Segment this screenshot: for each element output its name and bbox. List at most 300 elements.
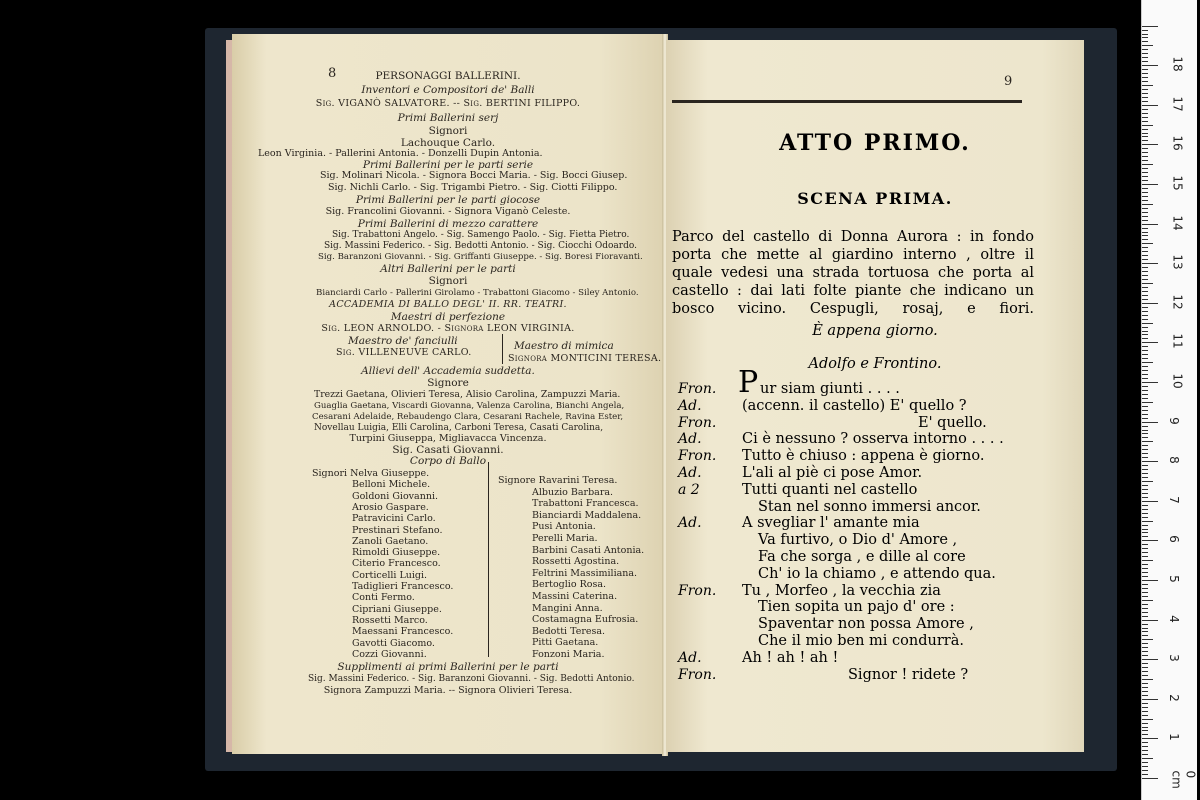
corpo-signori-item: Tadiglieri Francesco.: [352, 581, 454, 592]
corpo-signori-item: Corticelli Luigi.: [352, 569, 428, 581]
cast-line: Cesarani Adelaide, Rebaudengo Clara, Cesarani Rachele, Ravina Ester,: [312, 412, 624, 422]
ruler-tick: [1142, 172, 1148, 173]
cast-heading: Primi Ballerini per le parti serie: [362, 159, 534, 171]
ruler-tick: [1142, 453, 1148, 454]
corpo-signori-item: Goldoni Giovanni.: [352, 490, 438, 502]
ruler-tick: [1142, 501, 1158, 502]
cast-heading: Primi Ballerini serj: [397, 112, 499, 124]
ruler-tick: [1142, 465, 1148, 466]
ruler-tick: [1142, 624, 1148, 625]
cast-heading: Maestro di mimica: [514, 340, 614, 352]
ruler-tick: [1142, 101, 1148, 102]
corpo-signore-item: Trabattoni Francesca.: [532, 498, 639, 510]
ruler-label: 10: [1170, 373, 1185, 389]
ruler-tick: [1142, 687, 1148, 688]
ruler-tick: [1142, 228, 1148, 229]
ruler-label: 18: [1170, 56, 1185, 72]
ruler-tick: [1142, 200, 1148, 201]
ruler-tick: [1142, 711, 1148, 712]
ruler-tick: [1142, 30, 1148, 31]
ruler-label: 1: [1166, 733, 1181, 742]
ruler-label: 9: [1166, 416, 1181, 425]
speaker-label: Ad.: [678, 431, 702, 448]
ruler-tick: [1142, 766, 1148, 767]
ruler-tick: [1142, 422, 1158, 423]
ruler-tick: [1142, 758, 1153, 759]
ruler-tick: [1142, 77, 1148, 78]
ruler-tick: [1142, 778, 1158, 779]
ruler-tick: [1142, 461, 1158, 462]
corpo-signori-item: Gavotti Giacomo.: [352, 637, 435, 649]
ruler-tick: [1142, 770, 1148, 771]
ruler-tick: [1142, 125, 1153, 126]
ruler-tick: [1142, 61, 1148, 62]
cast-line: Sig. VIGANÒ SALVATORE. -- Sig. BERTINI FILIPPO.: [315, 98, 581, 109]
ruler-tick: [1142, 544, 1148, 545]
ruler-tick: [1142, 176, 1148, 177]
cast-heading: Maestro de' fanciulli: [348, 335, 458, 347]
corpo-signori-item: Citerio Francesco.: [352, 558, 441, 570]
ruler-tick: [1142, 505, 1148, 506]
description-line: castello : dai lati folte piante che indicano un: [672, 283, 1034, 299]
dialogue-line: (accenn. il castello) E' quello ?: [742, 397, 967, 414]
ruler-tick: [1142, 168, 1148, 169]
dialogue-line: Che il mio ben mi condurrà.: [758, 633, 964, 649]
ruler-tick: [1142, 433, 1148, 434]
ruler-tick: [1142, 204, 1153, 205]
ruler-tick: [1142, 647, 1148, 648]
corpo-signore-item: Albuzio Barbara.: [532, 486, 614, 498]
ruler-tick: [1142, 85, 1153, 86]
ruler-tick: [1142, 441, 1153, 442]
ruler-tick: [1142, 327, 1148, 328]
ruler-tick: [1142, 509, 1148, 510]
ruler-tick: [1142, 81, 1148, 82]
ruler-tick: [1142, 331, 1148, 332]
left-page: [232, 34, 664, 754]
ruler-tick: [1142, 133, 1148, 134]
corpo-signori-item: Conti Fermo.: [352, 592, 415, 604]
ruler-label: 17: [1170, 96, 1185, 112]
ruler-tick: [1142, 560, 1153, 561]
cast-line: Turpini Giuseppa, Migliavacca Vincenza.: [349, 433, 547, 444]
cast-line: Sig. Casati Giovanni.: [392, 444, 504, 456]
ruler-tick: [1142, 188, 1148, 189]
ruler-tick: [1142, 655, 1148, 656]
dialogue-line: L'ali al piè ci pose Amor.: [742, 465, 923, 481]
corpo-signore-item: Feltrini Massimiliana.: [532, 567, 638, 579]
speaker-label: Ad.: [678, 649, 702, 666]
ruler-tick: [1142, 117, 1148, 118]
corpo-signore-item: Costamagna Eufrosia.: [532, 614, 639, 626]
ruler-label: 7: [1166, 495, 1181, 504]
ruler-tick: [1142, 406, 1148, 407]
cast-heading: Allievi dell' Accademia suddetta.: [361, 365, 535, 377]
page-number: 8: [328, 66, 337, 81]
ruler-tick: [1142, 715, 1148, 716]
cast-line: Sig. Francolini Giovanni. - Signora Viganò Celeste.: [325, 206, 571, 217]
ruler-tick: [1142, 232, 1148, 233]
ruler-tick: [1142, 37, 1148, 38]
corpo-signore-item: Signore Ravarini Teresa.: [498, 475, 618, 486]
stage-direction: È appena giorno.: [812, 323, 938, 339]
ruler-tick: [1142, 671, 1148, 672]
ruler-tick: [1142, 299, 1148, 300]
ruler-tick: [1142, 418, 1148, 419]
ruler-tick: [1142, 196, 1148, 197]
cast-line: Sig. VILLENEUVE CARLO.: [336, 347, 472, 358]
ruler-tick: [1142, 307, 1148, 308]
ruler-tick: [1142, 592, 1148, 593]
ruler-tick: [1142, 224, 1158, 225]
cast-line: Sig. Baranzoni Giovanni. - Sig. Griffanti Giuseppe. - Sig. Boresi Fioravanti.: [318, 252, 643, 262]
ruler-tick: [1142, 639, 1153, 640]
ruler-tick: [1142, 271, 1148, 272]
speaker-label: Fron.: [678, 381, 717, 397]
ruler-label: 3: [1166, 654, 1181, 663]
ruler-label: 15: [1170, 175, 1185, 191]
cast-heading: Supplimenti ai primi Ballerini per le parti: [337, 661, 559, 673]
ruler-tick: [1142, 426, 1148, 427]
corpo-signore-item: Pusi Antonia.: [532, 521, 596, 533]
ruler-tick: [1142, 65, 1158, 66]
ruler-tick: [1142, 41, 1148, 42]
ruler-tick: [1142, 156, 1148, 157]
corpo-signori-item: Patravicini Carlo.: [352, 513, 436, 525]
ruler-tick: [1142, 89, 1148, 90]
ruler-tick: [1142, 239, 1148, 240]
dialogue-line: Stan nel sonno immersi ancor.: [758, 498, 981, 515]
description-line: Parco del castello di Donna Aurora : in fondo: [672, 229, 1034, 245]
corpo-signore-item: Perelli Maria.: [532, 533, 598, 544]
ruler-tick: [1142, 319, 1148, 320]
ruler-tick: [1142, 746, 1148, 747]
ruler-tick: [1142, 259, 1148, 260]
ruler-tick: [1142, 93, 1148, 94]
ruler-tick: [1142, 105, 1158, 106]
ruler-tick: [1142, 473, 1148, 474]
ruler-tick: [1142, 267, 1148, 268]
ruler-tick: [1142, 370, 1148, 371]
ruler-tick: [1142, 323, 1153, 324]
corpo-signore-item: Bedotti Teresa.: [532, 625, 606, 637]
ruler-tick: [1142, 734, 1148, 735]
cast-heading: Inventori e Compositori de' Balli: [361, 84, 535, 96]
ruler-tick: [1142, 220, 1148, 221]
corpo-signori-item: Signori Nelva Giuseppe.: [312, 468, 430, 479]
cast-heading: Altri Ballerini per le parti: [380, 263, 516, 275]
ruler-tick: [1142, 477, 1148, 478]
cast-line: Signore: [427, 377, 469, 389]
ruler-label: 4: [1166, 614, 1181, 623]
corpo-signori-item: Cozzi Giovanni.: [352, 648, 427, 660]
ruler-tick: [1142, 109, 1148, 110]
ruler-tick: [1142, 346, 1148, 347]
cast-heading: Maestri di perfezione: [390, 311, 506, 323]
ruler-tick: [1142, 144, 1158, 145]
cast-line: Sig. Massini Federico. - Sig. Bedotti Antonio. - Sig. Ciocchi Odoardo.: [324, 241, 637, 251]
ruler-tick: [1142, 342, 1158, 343]
ruler-tick: [1142, 723, 1148, 724]
corpo-signore-item: Pitti Gaetana.: [532, 637, 599, 649]
ruler-tick: [1142, 628, 1148, 629]
ruler-tick: [1142, 129, 1148, 130]
ruler-tick: [1142, 362, 1153, 363]
ruler-tick: [1142, 303, 1158, 304]
ruler-label: 2: [1166, 693, 1181, 702]
ruler-tick: [1142, 469, 1148, 470]
ruler-tick: [1142, 659, 1158, 660]
ruler-tick: [1142, 208, 1148, 209]
ruler-tick: [1142, 449, 1148, 450]
ruler-tick: [1142, 596, 1148, 597]
ruler-tick: [1142, 568, 1148, 569]
column-divider: [488, 462, 489, 657]
ruler-tick: [1142, 390, 1148, 391]
ruler-tick: [1142, 338, 1148, 339]
ruler-tick: [1142, 616, 1148, 617]
header-rule: [672, 100, 1022, 103]
ruler-tick: [1142, 53, 1148, 54]
ruler-tick: [1142, 730, 1148, 731]
ruler-tick: [1142, 683, 1148, 684]
corpo-signore-item: Bertoglio Rosa.: [532, 579, 607, 591]
ruler-tick: [1142, 287, 1148, 288]
ruler-tick: [1142, 386, 1148, 387]
ruler-tick: [1142, 703, 1148, 704]
ruler-tick: [1142, 437, 1148, 438]
corpo-signori-item: Rossetti Marco.: [352, 614, 428, 626]
ruler-tick: [1142, 576, 1148, 577]
ruler-tick: [1142, 291, 1148, 292]
ruler-tick: [1142, 513, 1148, 514]
ruler-tick: [1142, 604, 1148, 605]
ruler-tick: [1142, 164, 1153, 165]
ruler-tick: [1142, 600, 1153, 601]
ruler-tick: [1142, 497, 1148, 498]
ruler-tick: [1142, 121, 1148, 122]
ruler-tick: [1142, 750, 1148, 751]
ruler-tick: [1142, 315, 1148, 316]
ruler-label: 16: [1170, 135, 1185, 152]
ruler-tick: [1142, 160, 1148, 161]
dialogue-line: Spaventar non possa Amore ,: [758, 616, 974, 633]
cast-line: Sig. Molinari Nicola. - Signora Bocci Maria. - Sig. Bocci Giusep.: [320, 170, 628, 181]
ruler-tick: [1142, 311, 1148, 312]
ruler-tick: [1142, 521, 1153, 522]
ruler-tick: [1142, 354, 1148, 355]
ruler-tick: [1142, 378, 1148, 379]
cast-heading: Primi Ballerini di mezzo carattere: [357, 218, 539, 230]
cast-line: Sig. Nichli Carlo. - Sig. Trigambi Pietro. - Sig. Ciotti Filippo.: [328, 182, 618, 193]
ruler-tick: [1142, 738, 1158, 739]
corpo-signori-item: Arosio Gaspare.: [352, 501, 429, 513]
ruler-tick: [1142, 667, 1148, 668]
ruler-tick: [1142, 754, 1148, 755]
corpo-signore-item: Massini Caterina.: [532, 591, 618, 602]
ruler-tick: [1142, 402, 1153, 403]
cast-line: Signora MONTICINI TERESA.: [508, 353, 662, 364]
description-line: porta che mette al giardino interno , oltre il: [672, 247, 1034, 263]
speaker-label: Fron.: [678, 448, 717, 465]
ruler-tick: [1142, 774, 1148, 775]
ruler-tick: [1142, 481, 1153, 482]
speaker-label: Ad.: [678, 397, 702, 414]
ruler-tick: [1142, 192, 1148, 193]
drop-cap: P: [738, 365, 759, 400]
scene-title: SCENA PRIMA.: [797, 189, 953, 208]
ruler-tick: [1142, 445, 1148, 446]
ruler-tick: [1142, 251, 1148, 252]
ruler-tick: [1142, 414, 1148, 415]
ruler-tick: [1142, 243, 1153, 244]
speaker-label: Fron.: [678, 414, 717, 431]
ruler-tick: [1142, 235, 1148, 236]
ruler-label: 6: [1166, 535, 1181, 544]
ruler-tick: [1142, 536, 1148, 537]
ruler-tick: [1142, 727, 1148, 728]
ruler-tick: [1142, 631, 1148, 632]
ruler-tick: [1142, 69, 1148, 70]
ruler-tick: [1142, 275, 1148, 276]
ruler-tick: [1142, 255, 1148, 256]
dialogue-line: ur siam giunti . . . .: [760, 381, 900, 397]
ruler-tick: [1142, 73, 1148, 74]
ruler-tick: [1142, 620, 1158, 621]
dialogue-line: Tutto è chiuso : appena è giorno.: [742, 448, 985, 465]
ruler-tick: [1142, 430, 1148, 431]
ruler-tick: [1142, 699, 1158, 700]
ruler-tick: [1142, 366, 1148, 367]
dialogue-line: A svegliar l' amante mia: [742, 515, 920, 532]
corpo-signori-item: Rimoldi Giuseppe.: [352, 547, 441, 559]
academy-heading: ACCADEMIA DI BALLO DEGL' II. RR. TEATRI.: [329, 299, 567, 310]
ruler-label: 5: [1166, 575, 1181, 583]
act-title: ATTO PRIMO.: [779, 130, 971, 156]
ruler-tick: [1142, 394, 1148, 395]
ruler-tick: [1142, 612, 1148, 613]
corpo-signore-item: Barbini Casati Antonia.: [532, 544, 645, 556]
dialogue-line: Ci è nessuno ? osserva intorno . . . .: [742, 431, 1004, 448]
ruler-tick: [1142, 572, 1148, 573]
ruler-tick: [1142, 140, 1148, 141]
speaker-label: Fron.: [678, 666, 717, 683]
ruler-tick: [1142, 580, 1158, 581]
ruler-label: 12: [1170, 294, 1185, 310]
ruler-tick: [1142, 762, 1148, 763]
ruler-tick: [1142, 635, 1148, 636]
ruler-tick: [1142, 707, 1148, 708]
ruler-tick: [1142, 584, 1148, 585]
ruler-tick: [1142, 398, 1148, 399]
speaker-label: a 2: [678, 481, 700, 498]
dialogue-line: Tu , Morfeo , la vecchia zia: [742, 582, 941, 599]
corpo-signore-item: Mangini Anna.: [532, 602, 603, 614]
ruler-tick: [1142, 263, 1158, 264]
characters-line: Adolfo e Frontino.: [808, 356, 942, 372]
cast-line: Guaglia Gaetana, Viscardi Giovanna, Valenza Carolina, Bianchi Angela,: [314, 401, 625, 411]
corpo-signori-item: Zanoli Gaetano.: [352, 535, 429, 547]
speaker-label: Ad.: [678, 465, 702, 481]
description-line: bosco vicino. Cespugli, rosaj, e fiori.: [672, 301, 1034, 317]
dialogue-line: Fa che sorga , e dille al core: [758, 549, 966, 565]
ruler-tick: [1142, 212, 1148, 213]
ruler-tick: [1142, 675, 1148, 676]
dialogue-line: Tutti quanti nel castello: [742, 481, 918, 498]
corpo-signori-item: Cipriani Giuseppe.: [352, 603, 442, 615]
ruler-tick: [1142, 517, 1148, 518]
ruler-tick: [1142, 564, 1148, 565]
corpo-signore-item: Fonzoni Maria.: [532, 649, 605, 660]
ruler-tick: [1142, 457, 1148, 458]
ruler-label: 13: [1170, 254, 1185, 270]
ruler-tick: [1142, 283, 1153, 284]
ruler-tick: [1142, 540, 1158, 541]
ruler-tick: [1142, 49, 1148, 50]
ruler-tick: [1142, 113, 1148, 114]
cast-title: PERSONAGGI BALLERINI.: [375, 70, 521, 82]
speaker-label: Ad.: [678, 515, 702, 532]
cast-line: Signora Zampuzzi Maria. -- Signora Olivieri Teresa.: [323, 685, 573, 696]
ruler-tick: [1142, 532, 1148, 533]
ruler-tick: [1142, 695, 1148, 696]
corpo-signori-item: Maessani Francesco.: [352, 626, 454, 638]
ruler-tick: [1142, 136, 1148, 137]
ruler-tick: [1142, 180, 1148, 181]
ruler-tick: [1142, 691, 1148, 692]
ruler-tick: [1142, 588, 1148, 589]
dialogue-line: Va furtivo, o Dio d' Amore ,: [758, 532, 958, 549]
ruler-tick: [1142, 358, 1148, 359]
cast-heading: Primi Ballerini per le parti giocose: [355, 194, 541, 206]
ruler-tick: [1142, 643, 1148, 644]
measuring-ruler: [1141, 0, 1197, 800]
corpo-signore-item: Bianciardi Maddalena.: [532, 509, 642, 521]
dialogue-line: Tien sopita un pajo d' ore :: [758, 599, 955, 616]
ruler-tick: [1142, 148, 1148, 149]
dialogue-line: Ah ! ah ! ah !: [742, 649, 839, 666]
ruler-tick: [1142, 552, 1148, 553]
ruler-tick: [1142, 525, 1148, 526]
cast-line: Novellau Luigia, Elli Carolina, Carboni Teresa, Casati Carolina,: [314, 423, 604, 433]
ruler-label: 11: [1170, 333, 1185, 350]
ruler-tick: [1142, 57, 1148, 58]
ruler-tick: [1142, 529, 1148, 530]
ruler-label: 8: [1166, 456, 1181, 465]
ruler-tick: [1142, 493, 1148, 494]
corpo-signori-item: Prestinari Stefano.: [352, 524, 443, 536]
dialogue-line: Signor ! ridete ?: [848, 666, 969, 683]
ruler-tick: [1142, 247, 1148, 248]
ruler-tick: [1142, 374, 1148, 375]
ruler-tick: [1142, 382, 1158, 383]
ruler-tick: [1142, 45, 1153, 46]
ruler-tick: [1142, 679, 1153, 680]
ruler-tick: [1142, 350, 1148, 351]
ruler-tick: [1142, 334, 1148, 335]
ruler-tick: [1142, 34, 1148, 35]
corpo-signori-item: Belloni Michele.: [352, 479, 431, 491]
ruler-tick: [1142, 651, 1148, 652]
cast-line: Sig. LEON ARNOLDO. - Signora LEON VIRGINIA.: [321, 323, 575, 334]
corpo-signore-item: Rossetti Agostina.: [532, 556, 620, 568]
ruler-tick: [1142, 216, 1148, 217]
dialogue-line: Ch' io la chiamo , e attendo qua.: [758, 565, 996, 582]
cast-line: Lachouque Carlo.: [400, 137, 496, 149]
dialogue-line: E' quello.: [918, 414, 987, 431]
cast-line: Signori: [428, 125, 468, 137]
ruler-tick: [1142, 742, 1148, 743]
